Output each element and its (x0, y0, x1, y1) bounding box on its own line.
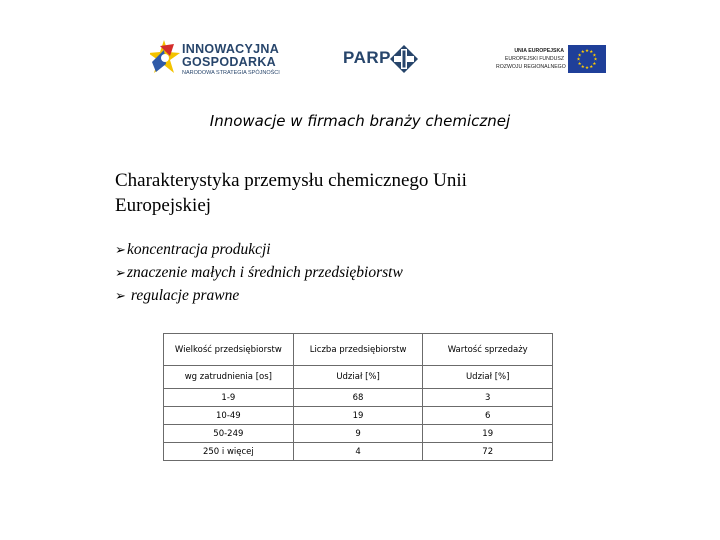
bullet-text: znaczenie małych i średnich przedsiębiorstw (127, 264, 403, 281)
bullet-item (115, 261, 403, 284)
table-subheader-row (164, 366, 553, 389)
eu-line1: UNIA EUROPEJSKA (514, 48, 564, 54)
innowacyjna-line1: INNOWACYJNA (182, 42, 280, 56)
table-row (164, 407, 553, 425)
table-cell: 10-49 (164, 407, 294, 425)
bullet-list (115, 238, 403, 307)
table-header-cell: Wielkość przedsiębiorstw (164, 334, 294, 366)
table-cell: 3 (423, 389, 553, 407)
table-cell: 4 (293, 443, 423, 461)
eu-line3: ROZWOJU REGIONALNEGO (496, 64, 566, 70)
eu-star-icon: ★ (577, 52, 582, 58)
eu-star-icon: ★ (593, 56, 598, 62)
parp-logo (343, 44, 423, 74)
enterprise-size-table (163, 333, 553, 461)
table-cell: 72 (423, 443, 553, 461)
arrow-bullet-icon: ➢ (115, 242, 126, 257)
table-header-row (164, 334, 553, 366)
table-header-cell: Liczba przedsiębiorstw (293, 334, 423, 366)
table-cell: 50-249 (164, 425, 294, 443)
innowacyjna-star-icon (150, 40, 180, 76)
eu-star-icon: ★ (584, 48, 590, 54)
innowacyjna-line2: GOSPODARKA (182, 55, 276, 69)
table-subheader-cell: Udział [%] (293, 366, 423, 389)
table-row (164, 443, 553, 461)
innowacyjna-gospodarka-logo (150, 40, 290, 80)
parp-diamond-icon (389, 44, 419, 74)
main-heading: Charakterystyka przemysłu chemicznego Unii Europejskiej (115, 170, 467, 216)
eu-star-icon: ★ (589, 63, 594, 69)
table-row (164, 389, 553, 407)
eu-star-icon: ★ (592, 52, 597, 58)
eu-star-icon: ★ (580, 49, 585, 55)
eu-star-icon: ★ (576, 56, 581, 62)
eu-flag-icon (568, 45, 606, 73)
bullet-text: regulacje prawne (127, 287, 240, 304)
eu-logo (496, 45, 611, 75)
bullet-item (115, 238, 403, 261)
eu-star-icon: ★ (592, 60, 597, 66)
arrow-bullet-icon: ➢ (115, 265, 126, 280)
page-subtitle: Innowacje w firmach branży chemicznej (209, 112, 511, 130)
innowacyjna-line3: NARODOWA STRATEGIA SPÓJNOŚCI (182, 70, 280, 76)
table-row (164, 425, 553, 443)
eu-line2: EUROPEJSKI FUNDUSZ (504, 56, 564, 62)
eu-logo-text (496, 47, 564, 71)
eu-star-icon: ★ (580, 63, 585, 69)
table-subheader-cell: wg zatrudnienia [os] (164, 366, 294, 389)
table-cell: 19 (423, 425, 553, 443)
table-cell: 19 (293, 407, 423, 425)
table-cell: 1-9 (164, 389, 294, 407)
eu-star-icon: ★ (577, 60, 582, 66)
table-cell: 250 i więcej (164, 443, 294, 461)
table-cell: 6 (423, 407, 553, 425)
table-cell: 9 (293, 425, 423, 443)
arrow-bullet-icon: ➢ (115, 288, 126, 303)
table-cell: 68 (293, 389, 423, 407)
eu-star-icon: ★ (584, 65, 590, 71)
eu-star-icon: ★ (589, 49, 594, 55)
table-subheader-cell: Udział [%] (423, 366, 553, 389)
parp-logo-text: PARP (343, 48, 391, 67)
bullet-item (115, 284, 403, 307)
table-header-cell: Wartość sprzedaży (423, 334, 553, 366)
bullet-text: koncentracja produkcji (127, 241, 271, 258)
